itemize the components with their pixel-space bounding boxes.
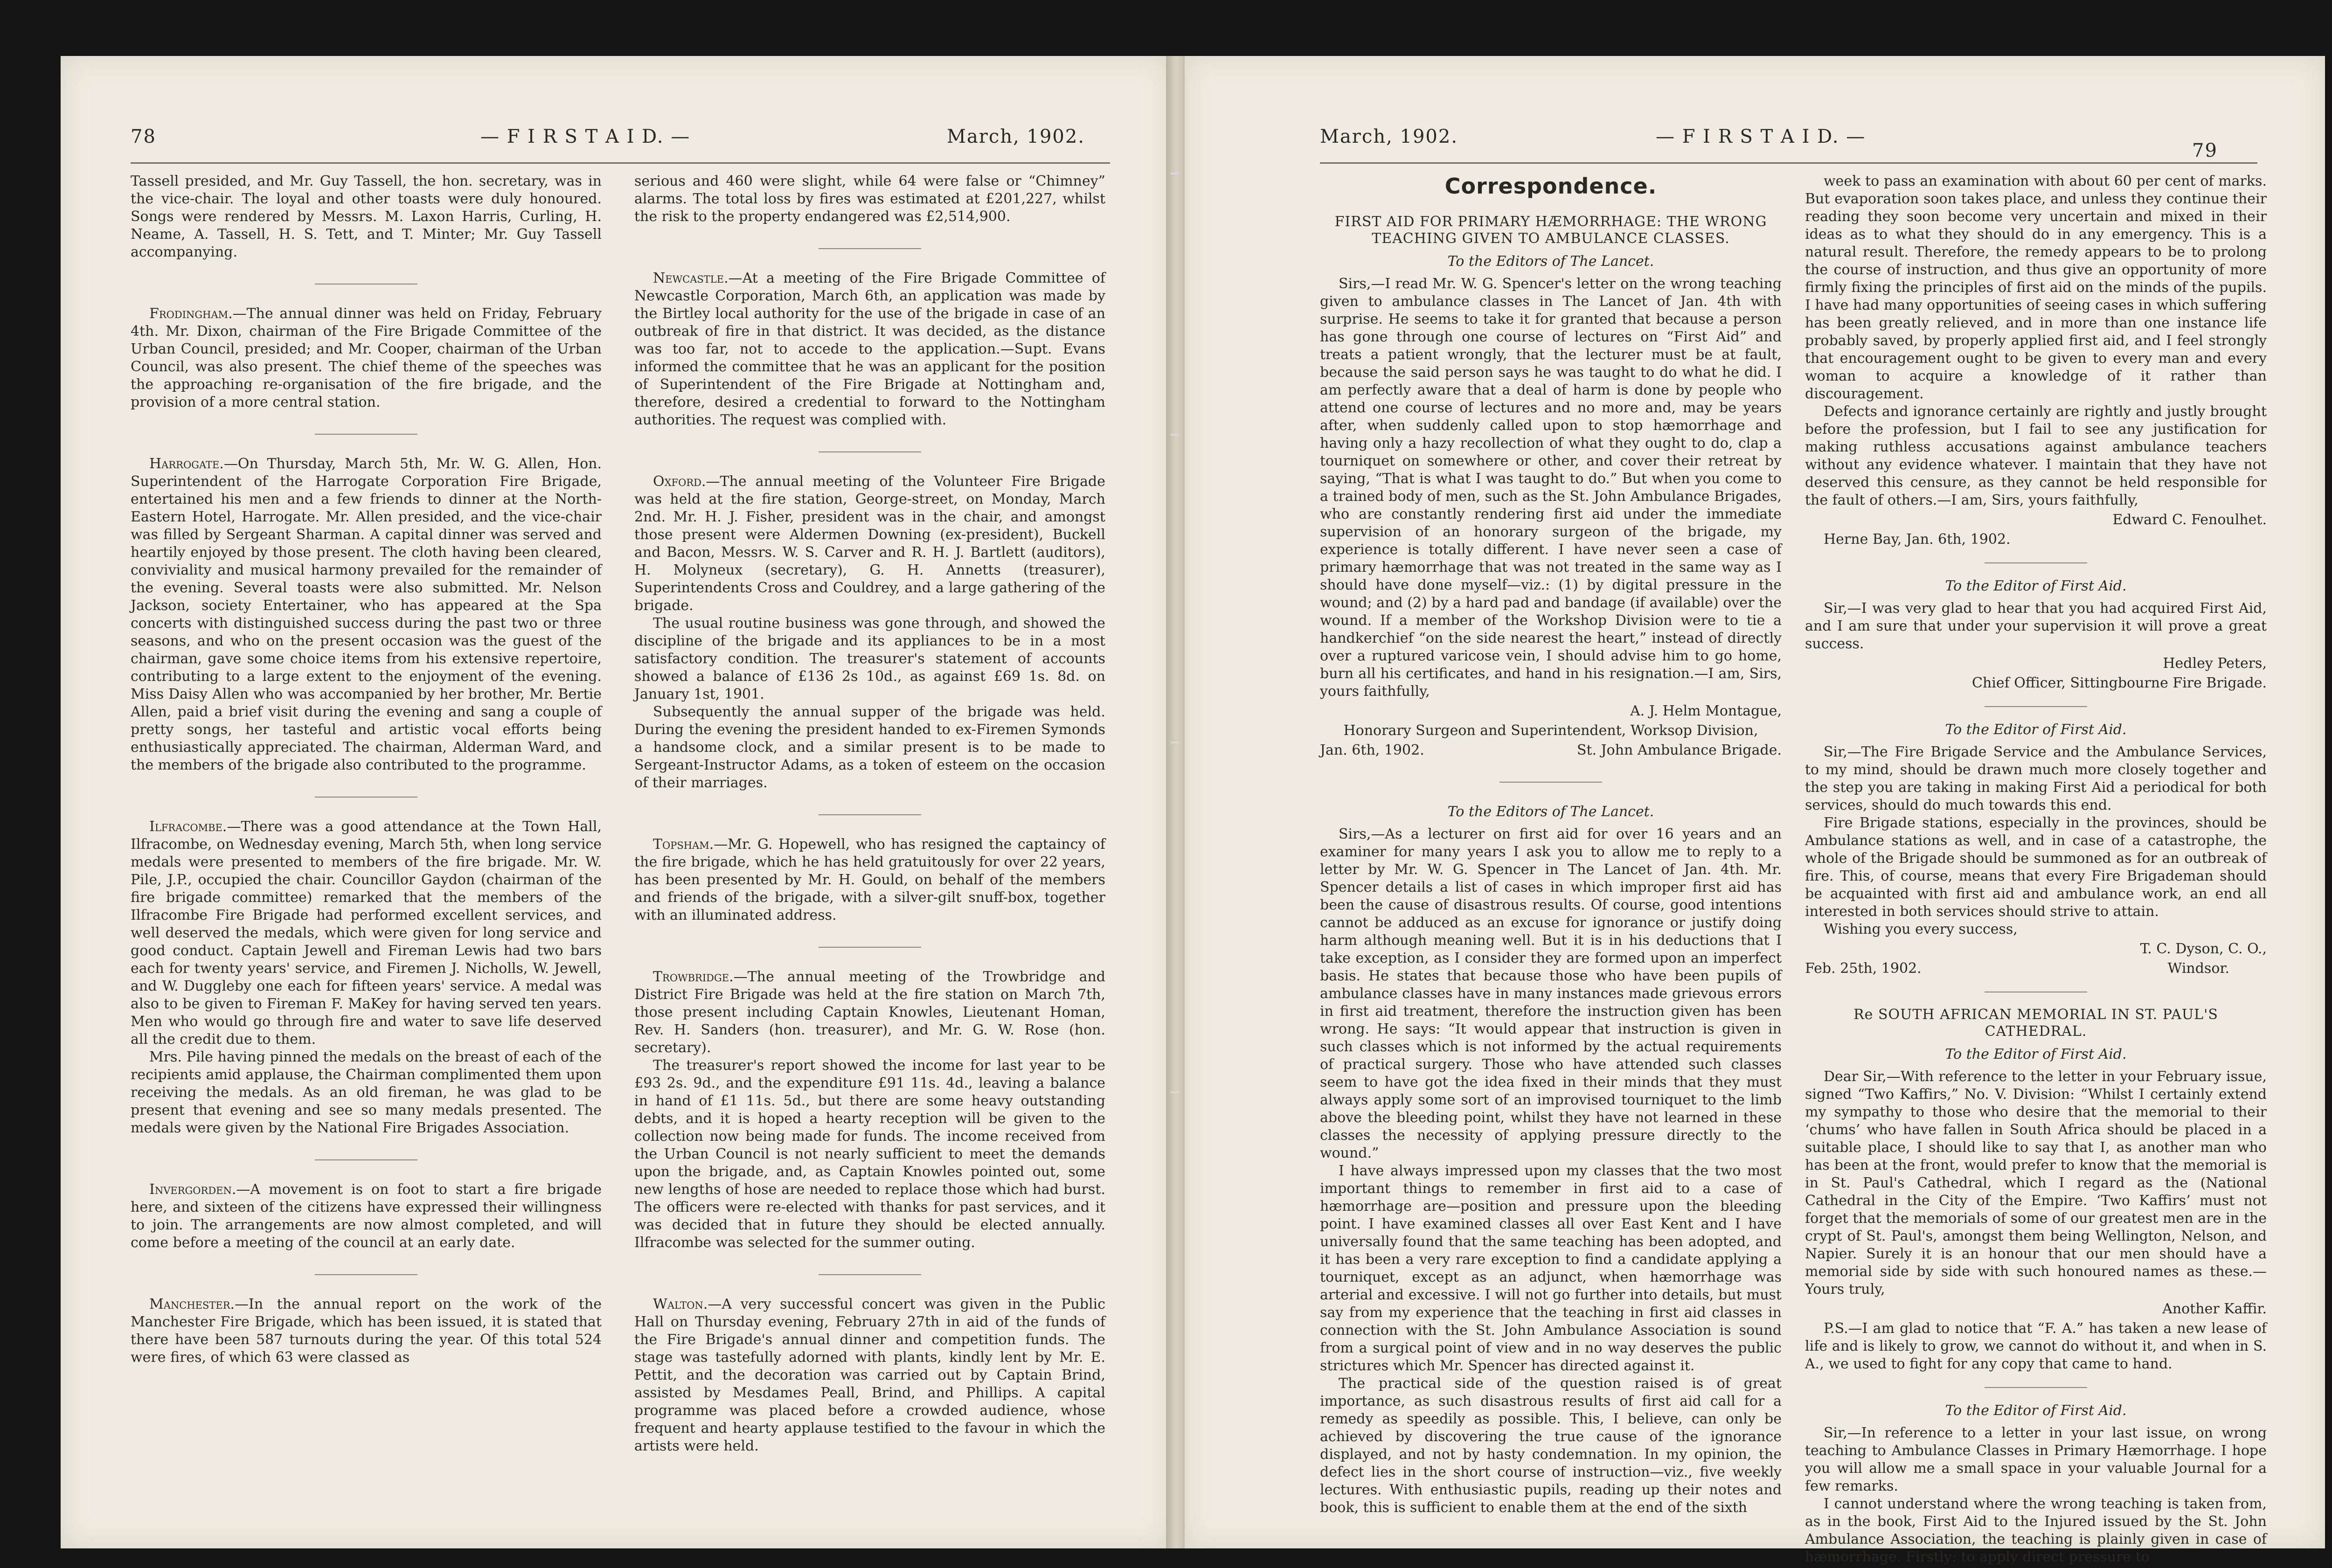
letter-signature: A. J. Helm Montague, <box>1630 703 1782 719</box>
letter-date: Feb. 25th, 1902. <box>1805 960 1922 977</box>
letter-signature: Another Kaffir. <box>2162 1301 2267 1317</box>
left-running-head <box>61 126 1171 154</box>
binding-mark <box>1171 173 1179 174</box>
letter-salutation: To the Editors of The Lancet. <box>1447 253 1654 270</box>
left-page <box>61 56 1171 1548</box>
article-paragraph <box>634 968 1105 1057</box>
letter-salutation: To the Editors of The Lancet. <box>1447 804 1654 820</box>
place-heading: Topsham. <box>653 836 714 853</box>
place-heading: Frodingham. <box>149 305 233 322</box>
journal-title: — F I R S T A I D. — <box>480 126 691 147</box>
separator <box>1985 706 2087 707</box>
letter-heading: Re SOUTH AFRICAN MEMORIAL IN ST. PAUL'S CATHEDRAL. <box>1853 1006 2218 1040</box>
letter-signature: T. C. Dyson, C. O., <box>2140 941 2267 957</box>
letter-signature: Hedley Peters, <box>2163 655 2267 672</box>
letter-continuation <box>1805 173 2267 509</box>
place-heading: Manchester. <box>149 1296 235 1312</box>
article-paragraph <box>131 1296 602 1367</box>
article-paragraph <box>634 270 1105 429</box>
letter-org: St. John Ambulance Brigade. <box>1576 742 1782 758</box>
place-heading: Trowbridge. <box>653 969 734 985</box>
place-heading: Invergorden. <box>149 1181 236 1198</box>
separator <box>819 814 921 815</box>
section-title: Correspondence. <box>1444 173 1657 199</box>
right-running-head <box>1185 126 2325 161</box>
letter-salutation: To the Editor of First Aid. <box>1945 1046 2127 1062</box>
letter-paragraph: Sirs,—As a lecturer on first aid for over 16 years and an examiner for many years I ask you to allow me to reply to a letter by Mr. W. G. Spencer in The Lancet of Jan. 4th. Mr. Spencer details a list of cases in which improper first aid has been the cause of disastrous results. Of course, good intentions cannot be adduced as an excuse for ignorance or justify doing harm although meaning well. But it is in his deductions that I take exception, as I consider they are formed upon an imperfect basis. He states that because those who have been pupils of ambulance classes have in many instances made grievous errors in first aid treatment, therefore the instruction given has been wrong. He says: “It would appear that instruction is given in such classes which is not informed by the actual requirements of practical surgery. Those who have attended such classes seem to have got the idea fixed in their minds that they must always apply some sort of an improvised tourniquet to the limb above the bleeding point, whilst they have not learned in these classes the necessity of applying pressure directly to the wound.” <box>1320 826 1782 1161</box>
signer-role: Honorary Surgeon and Superintendent, Worksop Division, <box>1343 722 1758 739</box>
left-column-2 <box>634 173 1105 1455</box>
letter-footer <box>1320 742 1782 759</box>
paragraph-text: —The annual meeting of the Trowbridge and District Fire Brigade was held at the fire station on March 7th, those present including Captain Knowles, Lieutenant Homan, Rev. H. Sanders (hon. treasurer), and Mr. G. W. Rose (hon. secretary). <box>634 969 1105 1056</box>
separator <box>315 434 417 435</box>
binding-mark <box>1171 742 1179 743</box>
separator <box>819 248 921 249</box>
place-heading: Ilfracombe. <box>149 819 227 835</box>
paragraph-text: Tassell presided, and Mr. Guy Tassell, the hon. secretary, was in the vice-chair. The loyal and other toasts were duly honoured. Songs were rendered by Messrs. M. Laxon Harris, Curling, H. Neame, A. Tassell, H. S. Tett, and T. Minter; Mr. Guy Tassell accompanying. <box>131 173 602 260</box>
letter-signature: Edward C. Fenoulhet. <box>2112 512 2267 528</box>
paragraph-text: —A very successful concert was given in the Public Hall on Thursday evening, February 27th in aid of the funds of the Fire Brigade's annual dinner and competition funds. The stage was tastefully adorned with plants, kindly lent by Mr. E. Pettit, and the decoration was carried out by Captain Brind, assisted by Mesdames Peall, Brind, and Phillips. A capital programme was placed before a crowded audience, whose frequent and hearty applause testified to the favour in which the artists were held. <box>634 1296 1105 1454</box>
right-column-2 <box>1805 173 2267 1566</box>
separator <box>315 1159 417 1160</box>
letter-body <box>1320 275 1782 701</box>
letter-body <box>1805 1424 2267 1566</box>
paragraph-text: The usual routine business was gone through, and showed the discipline of the brigade and its appliances to be in a most satisfactory condition. The treasurer's statement of accounts showed a balance of £136 2s 10d., as against £69 1s. 8d. on January 1st, 1901. <box>634 615 1105 702</box>
letter-footer <box>1805 960 2267 978</box>
paragraph-text: —Mr. G. Hopewell, who has resigned the captaincy of the fire brigade, which he has held gratuitously for over 22 years, has been presented by Mr. H. Gould, on behalf of the members and friends of the brigade, with a silver-gilt snuff-box, together with an illuminated address. <box>634 836 1105 923</box>
letter-paragraph: I have always impressed upon my classes that the two most important things to remember in first aid to a case of hæmorrhage are—position and pressure upon the bleeding point. I have examined classes all over East Kent and I have universally found that the same teaching has been adopted, and it has been a very rare exception to find a candidate applying a tourniquet, except as an adjunct, when hæmorrhage was arterial and excessive. I will not go further into details, but must say from my experience that the teaching in first aid classes in connection with the St. John Ambulance Association is sound from a surgical point of view and in no way deserves the public strictures which Mr. Spencer has directed against it. <box>1320 1163 1782 1374</box>
article-paragraph <box>634 1057 1105 1252</box>
place-heading: Harrogate. <box>149 456 224 472</box>
letter-paragraph: Sir,—The Fire Brigade Service and the Ambulance Services, to my mind, should be drawn much more closely together and the step you are taking in making First Aid a periodical for both services, should do much towards this end. <box>1805 744 2267 813</box>
letter-body <box>1805 743 2267 938</box>
letter-paragraph: Sirs,—I read Mr. W. G. Spencer's letter on the wrong teaching given to ambulance classes in The Lancet of Jan. 4th with surprise. He seems to take it for granted that because a person has gone through one course of lectures on “First Aid” and treats a patient wrongly, that the lecturer must be at fault, because the said person says he was taught to do what he did. I am perfectly aware that a deal of harm is done by people who attend one course of lectures and no more and, may be years after, when suddenly called upon to stop hæmorrhage and having only a hazy recollection of what they ought to do, clap a tourniquet on somewhere or other, and cover their retreat by saying, “That is what I was taught to do.” But when you come to a trained body of men, such as the St. John Ambulance Brigades, who are constantly rendering first aid under the immediate supervision of an honorary surgeon of the brigade, my experience is totally different. I have never seen a case of primary hæmorrhage that was not treated in the same way as I should have done myself—viz.: (1) by digital pressure in the wound; and (2) by a hard pad and bandage (if available) over the wound. If a member of the Workshop Division were to tie a handkerchief “on the side nearest the heart,” instead of directly over a ruptured varicose vein, I should advise him to go home, burn all his certificates, and hand in his resignation.—I am, Sirs, yours faithfully, <box>1320 276 1782 700</box>
letter-place: Herne Bay, Jan. 6th, 1902. <box>1824 531 2011 548</box>
separator <box>1499 782 1602 783</box>
article-paragraph <box>634 703 1105 792</box>
letter-paragraph: Dear Sir,—With reference to the letter in your February issue, signed “Two Kaffirs,” No. V. Division: “Whilst I certainly extend my sympathy to those who desire that the memorial to their ‘chums’ who have fallen in South Africa should be placed in a suitable place, I should like to say that I, as another man who has been at the front, would prefer to know that the memorial is in St. Paul's Cathedral, which I regard as the (National Cathedral in the City of the Empire. ‘Two Kaffirs’ must not forget that the memorials of some of our greatest men are in the crypt of St. Paul's, amongst them being Wellington, Nelson, and Napier. Surely it is an honour that our men should have a memorial side by side with such honoured names as these.—Yours truly, <box>1805 1068 2267 1297</box>
letter-postscript: P.S.—I am glad to notice that “F. A.” has taken a new lease of life and is likely to grow, we cannot do without it, and when in S. A., we used to fight for any copy that came to hand. <box>1805 1320 2267 1372</box>
article-paragraph <box>131 1181 602 1252</box>
letter-body <box>1320 826 1782 1517</box>
signer-role: Chief Officer, Sittingbourne Fire Brigade. <box>1972 675 2267 691</box>
issue-date: March, 1902. <box>947 126 1085 147</box>
letter-paragraph: The practical side of the question raised is of great importance, as such disastrous results of first aid call for a remedy as speedily as possible. This, I believe, can only be achieved by discovering the true cause of the ignorance displayed, and not by hasty condemnation. In my opinion, the defect lies in the short course of instruction—viz., five weekly lectures. With enthusiastic pupils, reading up their notes and book, this is sufficient to enable them at the end of the sixth <box>1320 1375 1782 1516</box>
journal-title: — F I R S T A I D. — <box>1656 126 1866 147</box>
paragraph-text: —At a meeting of the Fire Brigade Committee of Newcastle Corporation, March 6th, an application was made by the Birtley local authority for the use of the brigade in case of an outbreak of fire in that district. It was decided, as the distance was too far, not to accede to the application.—Supt. Evans informed the committee that he was an applicant for the position of Superintendent of the Fire Brigade at Nottingham and, therefore, desired a credential to forward to the Nottingham authorities. The request was complied with. <box>634 270 1105 428</box>
separator <box>315 1274 417 1275</box>
header-rule <box>131 162 1110 164</box>
article-paragraph <box>634 836 1105 924</box>
letter-paragraph: Wishing you every success, <box>1824 921 2018 937</box>
letter-salutation: To the Editor of First Aid. <box>1945 578 2127 594</box>
separator <box>819 451 921 452</box>
paragraph-text: serious and 460 were slight, while 64 were false or “Chimney” alarms. The total loss by fires was estimated at £201,227, whilst the risk to the property endangered was £2,514,900. <box>634 173 1105 225</box>
letter-body <box>1805 1068 2267 1298</box>
separator <box>1985 1387 2087 1388</box>
article-paragraph <box>131 455 602 774</box>
article-paragraph <box>131 818 602 1048</box>
letter-date: Jan. 6th, 1902. <box>1320 742 1424 758</box>
paragraph-text: Subsequently the annual supper of the brigade was held. During the evening the president handed to ex-Firemen Symonds a handsome clock, and a similar present is to be made to Sergeant-Instructor Adams, as a token of esteem on the occasion of their marriages. <box>634 704 1105 791</box>
page-number: 79 <box>2192 140 2218 161</box>
letter-place: Windsor. <box>2167 960 2229 977</box>
paragraph-text: —The annual dinner was held on Friday, February 4th. Mr. Dixon, chairman of the Fire Brigade Committee of the Urban Council, presided; and Mr. Cooper, chairman of the Urban Council, was also present. The chief theme of the speeches was the approaching re-organisation of the fire brigade, and the provision of a more central station. <box>131 305 602 410</box>
letter-paragraph: Fire Brigade stations, especially in the provinces, should be Ambulance stations as well, and in case of a catastrophe, the whole of the Brigade should be summoned as for an outbreak of fire. This, of course, means that every Fire Brigademan should be acquainted with first aid and ambulance work, an end all interested in both services should strive to attain. <box>1805 815 2267 920</box>
left-column-1 <box>131 173 602 1367</box>
letter-salutation: To the Editor of First Aid. <box>1945 1402 2127 1419</box>
letter-salutation: To the Editor of First Aid. <box>1945 722 2127 738</box>
binding-mark <box>1171 434 1179 436</box>
page-number: 78 <box>131 126 156 147</box>
paragraph-text: Mrs. Pile having pinned the medals on the breast of each of the recipients amid applause, the Chairman complimented them upon receiving the medals. As an old fireman, he was glad to be present that evening and see so many medals presented. The medals were given by the National Fire Brigades Association. <box>131 1049 602 1136</box>
paragraph-text: —A movement is on foot to start a fire brigade here, and sixteen of the citizens have expressed their willingness to join. The arrangements are now almost completed, and will come before a meeting of the council at an early date. <box>131 1181 602 1251</box>
issue-date: March, 1902. <box>1320 126 1458 147</box>
binding-mark <box>1171 1091 1179 1093</box>
right-page <box>1185 56 2325 1565</box>
letter-paragraph: I cannot understand where the wrong teaching is taken from, as in the book, First Aid to the Injured issued by the St. John Ambulance Association, the teaching is plainly given in case of hæmorrhage. Firstly: to apply direct pressure to <box>1805 1496 2267 1565</box>
article-paragraph <box>634 473 1105 615</box>
article-paragraph <box>131 1048 602 1137</box>
separator <box>819 1274 921 1275</box>
paragraph-text: —On Thursday, March 5th, Mr. W. G. Allen, Hon. Superintendent of the Harrogate Corporation Fire Brigade, entertained his men and a few friends to dinner at the North-Eastern Hotel, Harrogate. Mr. Allen presided, and the vice-chair was filled by Sergeant Sharman. A capital dinner was served and heartily enjoyed by those present. The cloth having been cleared, conviviality and musical harmony prevailed for the remainder of the evening. Several toasts were also submitted. Mr. Nelson Jackson, society Entertainer, who has appeared at the Spa concerts with distinguished success during the past two or three seasons, and who on the present occasion was the guest of the chairman, gave some choice items from his extensive repertoire, contributing to a large extent to the enjoyment of the evening. Miss Daisy Allen who was accompanied by her brother, Mr. Bertie Allen, paid a brief visit during the evening and sang a couple of pretty songs, her tasteful and artistic vocal efforts being enthusiastically appreciated. The chairman, Alderman Ward, and the members of the brigade also contributed to the programme. <box>131 456 602 773</box>
separator <box>819 947 921 948</box>
article-paragraph <box>634 1296 1105 1455</box>
right-column-1 <box>1320 173 1782 1517</box>
separator <box>315 797 417 798</box>
article-paragraph <box>131 173 602 261</box>
letter-heading: FIRST AID FOR PRIMARY HÆMORRHAGE: THE WRONG TEACHING GIVEN TO AMBULANCE CLASSES. <box>1334 214 1767 247</box>
header-rule <box>1320 162 2257 164</box>
separator <box>1985 562 2087 563</box>
article-paragraph <box>634 173 1105 226</box>
place-heading: Walton. <box>653 1296 708 1312</box>
place-heading: Oxford. <box>653 473 706 490</box>
place-heading: Newcastle. <box>653 270 729 286</box>
letter-body: Sir,—I was very glad to hear that you had acquired First Aid, and I am sure that under your supervision it will prove a great success. <box>1805 600 2267 652</box>
paragraph-text: —There was a good attendance at the Town Hall, Ilfracombe, on Wednesday evening, March 5th, when long service medals were presented to members of the fire brigade. Mr. W. Pile, J.P., occupied the chair. Councillor Gaydon (chairman of the fire brigade committee) remarked that the members of the Ilfracombe Fire Brigade had performed excellent services, and well deserved the medals, which were given for long service and good conduct. Captain Jewell and Fireman Lewis had two bars each for twenty years' service, and Firemen J. Nicholls, W. Jewell, and W. Duggleby one each for fifteen years' service. A medal was also to be given to Fireman F. MaKey for having served ten years. Men who would go through fire and water to save life deserved all the credit due to them. <box>131 819 602 1048</box>
article-paragraph <box>634 615 1105 703</box>
letter-paragraph: Sir,—In reference to a letter in your last issue, on wrong teaching to Ambulance Classes in Primary Hæmorrhage. I hope you will allow me a small space in your valuable Journal for a few remarks. <box>1805 1425 2267 1494</box>
letter-paragraph: Defects and ignorance certainly are rightly and justly brought before the profession, but I fail to see any justification for making ruthless accusations against ambulance teachers without any evidence whatever. I maintain that they have not deserved this censure, as they cannot be held responsible for the fault of others.—I am, Sirs, yours faithfully, <box>1805 403 2267 508</box>
paragraph-text: The treasurer's report showed the income for last year to be £93 2s. 9d., and the expenditure £91 11s. 4d., leaving a balance in hand of £1 11s. 5d., but there are some heavy outstanding debts, and it is hoped a hearty reception will be given to the collection now being made for funds. The income received from the Urban Council is not nearly sufficient to meet the demands upon the brigade, and, as Captain Knowles pointed out, some new lengths of hose are needed to replace those which had burst. The officers were re-elected with thanks for past services, and it was decided that in future they should be elected annually. Ilfracombe was selected for the summer outing. <box>634 1057 1105 1251</box>
letter-paragraph: week to pass an examination with about 60 per cent of marks. But evaporation soon takes place, and unless they continue their reading they soon become very uncertain and mixed in their ideas as to what they should do in any emergency. This is a natural result. Therefore, the remedy appears to be to prolong the course of instruction, and thus give an opportunity of more firmly fixing the principles of first aid on the minds of the pupils. I have had many opportunities of seeing cases in which suffering has been greatly relieved, and in more than one instance life probably saved, by properly applied first aid, and I feel strongly that encouragement ought to be given to every man and every woman to acquire a knowledge of it rather than discouragement. <box>1805 173 2267 402</box>
article-paragraph <box>131 305 602 411</box>
paragraph-text: —The annual meeting of the Volunteer Fire Brigade was held at the fire station, George-street, on Monday, March 2nd. Mr. H. J. Fisher, president was in the chair, and amongst those present were Aldermen Downing (ex-president), Buckell and Bacon, Messrs. W. S. Carver and R. H. J. Bartlett (auditors), H. Molyneux (secretary), G. H. Annetts (treasurer), Superintendents Cross and Couldrey, and a large gathering of the brigade. <box>634 473 1105 614</box>
paragraph-text: —In the annual report on the work of the Manchester Fire Brigade, which has been issued, it is stated that there have been 587 turnouts during the year. Of this total 524 were fires, of which 63 were classed as <box>131 1296 602 1366</box>
